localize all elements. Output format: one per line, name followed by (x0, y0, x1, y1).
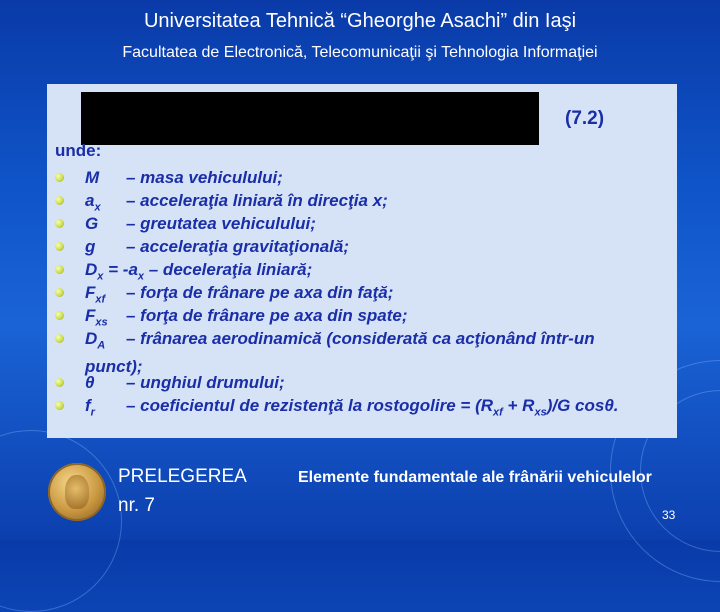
portrait-relief (65, 475, 89, 509)
chapter-title: Elemente fundamentale ale frânării vehiculelor (298, 469, 652, 486)
definition-text: – frânarea aerodinamică (considerată ca acţionând într-un (126, 329, 595, 348)
equation-number: (7.2) (565, 108, 605, 129)
definition-symbol: g (85, 237, 96, 256)
bullet-icon (55, 173, 64, 182)
definition-symbol: θ (85, 373, 95, 392)
faculty-title: Facultatea de Electronică, Telecomunicaţii şi Tehnologia Informaţiei (122, 44, 598, 61)
definition-symbol: G (85, 214, 99, 233)
bullet-icon (55, 196, 64, 205)
definition-item (55, 236, 695, 259)
definition-symbol: $F_{xf}$ (85, 283, 106, 306)
bullet-icon (55, 242, 64, 251)
definition-item (55, 282, 695, 305)
bullet-icon (55, 334, 64, 343)
page-number: 33 (662, 508, 676, 522)
bullet-icon (55, 265, 64, 274)
formula-redacted-block (81, 92, 539, 145)
definition-text: = $-a_x$ – deceleraţia liniară; (103, 260, 313, 283)
definition-item (55, 395, 695, 418)
definition-text: – unghiul drumului; (126, 373, 285, 392)
lecture-number: nr. 7 (118, 495, 155, 516)
definition-symbol: $D_x$ (85, 260, 104, 283)
definition-text: – forţa de frânare pe axa din spate; (126, 306, 408, 325)
where-label: unde: (55, 141, 102, 160)
definition-text: – coeficientul de rezistenţă la rostogolire = $(R_{xf} + R_{xs})/G$ cosθ. (126, 396, 619, 419)
definition-item (55, 328, 695, 377)
definition-item (55, 259, 695, 282)
definition-text: – greutatea vehiculului; (126, 214, 316, 233)
definition-item (55, 190, 695, 213)
definition-text: – acceleraţia liniară în direcţia x; (126, 191, 388, 210)
bullet-icon (55, 219, 64, 228)
definition-item (55, 372, 695, 395)
definition-symbol: $F_{xs}$ (85, 306, 108, 329)
lecture-label (118, 462, 247, 520)
background-swirl (0, 430, 122, 612)
definition-text: – acceleraţia gravitaţională; (126, 237, 350, 256)
definitions-list (55, 167, 695, 418)
bullet-icon (55, 311, 64, 320)
bullet-icon (55, 378, 64, 387)
university-medallion-logo (48, 463, 106, 521)
definition-text: – masa vehiculului; (126, 168, 283, 187)
university-title: Universitatea Tehnică “Gheorghe Asachi” din Iaşi (143, 10, 577, 32)
definition-text: – forţa de frânare pe axa din faţă; (126, 283, 394, 302)
definition-symbol: $f_r$ (85, 396, 95, 419)
definition-symbol: $a_x$ (85, 191, 101, 214)
definition-item (55, 213, 695, 236)
bullet-icon (55, 401, 64, 410)
definition-symbol: $D_A$ (85, 329, 106, 352)
definition-item (55, 305, 695, 328)
definition-item (55, 167, 695, 190)
lecture-title: PRELEGEREA (118, 466, 247, 487)
bullet-icon (55, 288, 64, 297)
definition-symbol: M (85, 168, 100, 187)
definition-text-continued: punct); (85, 357, 143, 377)
slide-header (0, 8, 720, 64)
